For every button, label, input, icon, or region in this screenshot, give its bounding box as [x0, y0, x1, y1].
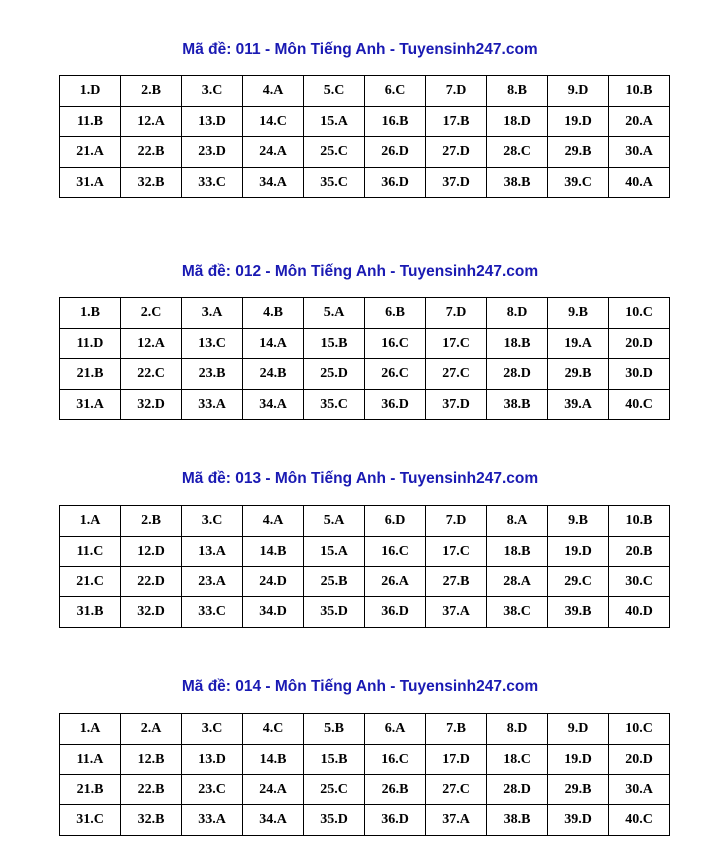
- answer-cell: 5.A: [304, 298, 365, 329]
- answer-cell: 30.A: [609, 137, 670, 168]
- answer-cell: 15.B: [304, 329, 365, 359]
- answer-cell: 28.D: [487, 775, 548, 805]
- table-row: [60, 168, 670, 198]
- table-row: [60, 537, 670, 567]
- answer-cell: 14.A: [243, 329, 304, 359]
- answer-key-section-011: [0, 40, 720, 60]
- answer-cell: 25.D: [304, 359, 365, 390]
- answer-cell: 16.C: [365, 537, 426, 567]
- answer-cell: 9.D: [548, 76, 609, 107]
- answer-cell: 31.C: [60, 805, 121, 836]
- answer-cell: 11.D: [60, 329, 121, 359]
- answer-cell: 28.D: [487, 359, 548, 390]
- answer-cell: 16.C: [365, 745, 426, 775]
- table-row: [60, 298, 670, 329]
- answer-key-section-012: [0, 262, 720, 282]
- table-row: [60, 597, 670, 628]
- answer-cell: 2.A: [121, 714, 182, 745]
- answer-cell: 37.A: [426, 597, 487, 628]
- answer-cell: 24.A: [243, 137, 304, 168]
- answer-cell: 10.B: [609, 506, 670, 537]
- answer-cell: 14.C: [243, 107, 304, 137]
- table-row: [60, 775, 670, 805]
- answer-cell: 23.B: [182, 359, 243, 390]
- answer-cell: 33.A: [182, 390, 243, 420]
- answer-cell: 6.A: [365, 714, 426, 745]
- answer-cell: 40.A: [609, 168, 670, 198]
- answer-cell: 2.B: [121, 76, 182, 107]
- answer-cell: 35.C: [304, 168, 365, 198]
- answer-cell: 17.B: [426, 107, 487, 137]
- answer-cell: 12.A: [121, 107, 182, 137]
- answer-cell: 27.D: [426, 137, 487, 168]
- answer-cell: 38.B: [487, 390, 548, 420]
- answer-cell: 8.D: [487, 298, 548, 329]
- answer-cell: 21.B: [60, 775, 121, 805]
- answer-cell: 36.D: [365, 597, 426, 628]
- answer-cell: 23.C: [182, 775, 243, 805]
- table-row: [60, 390, 670, 420]
- answer-table-011: [59, 75, 670, 198]
- answer-cell: 29.B: [548, 359, 609, 390]
- answer-cell: 18.B: [487, 329, 548, 359]
- answer-key-section-013: [0, 469, 720, 489]
- answer-cell: 25.B: [304, 567, 365, 597]
- answer-cell: 25.C: [304, 137, 365, 168]
- answer-cell: 23.D: [182, 137, 243, 168]
- answer-cell: 24.A: [243, 775, 304, 805]
- section-title: Mã đề: 011 - Môn Tiếng Anh - Tuyensinh247.com: [182, 41, 538, 58]
- answer-cell: 16.C: [365, 329, 426, 359]
- answer-cell: 24.D: [243, 567, 304, 597]
- table-row: [60, 359, 670, 390]
- answer-cell: 7.D: [426, 76, 487, 107]
- answer-cell: 29.B: [548, 775, 609, 805]
- answer-cell: 9.D: [548, 714, 609, 745]
- answer-cell: 12.D: [121, 537, 182, 567]
- answer-cell: 19.D: [548, 745, 609, 775]
- answer-cell: 3.C: [182, 76, 243, 107]
- answer-cell: 10.C: [609, 714, 670, 745]
- answer-cell: 9.B: [548, 506, 609, 537]
- table-row: [60, 107, 670, 137]
- answer-cell: 38.B: [487, 168, 548, 198]
- answer-cell: 26.D: [365, 137, 426, 168]
- table-row: [60, 805, 670, 836]
- answer-cell: 1.B: [60, 298, 121, 329]
- answer-cell: 29.B: [548, 137, 609, 168]
- answer-cell: 2.C: [121, 298, 182, 329]
- answer-cell: 38.C: [487, 597, 548, 628]
- answer-cell: 35.D: [304, 597, 365, 628]
- answer-cell: 26.B: [365, 775, 426, 805]
- answer-cell: 21.B: [60, 359, 121, 390]
- answer-cell: 34.A: [243, 390, 304, 420]
- answer-cell: 35.C: [304, 390, 365, 420]
- table-row: [60, 76, 670, 107]
- answer-cell: 15.A: [304, 107, 365, 137]
- answer-cell: 14.B: [243, 537, 304, 567]
- answer-cell: 22.D: [121, 567, 182, 597]
- answer-cell: 32.D: [121, 390, 182, 420]
- answer-cell: 32.B: [121, 805, 182, 836]
- answer-cell: 34.D: [243, 597, 304, 628]
- answer-cell: 40.C: [609, 805, 670, 836]
- answer-cell: 20.D: [609, 745, 670, 775]
- answer-cell: 27.B: [426, 567, 487, 597]
- answer-cell: 1.D: [60, 76, 121, 107]
- answer-cell: 18.B: [487, 537, 548, 567]
- answer-cell: 15.B: [304, 745, 365, 775]
- section-title: Mã đề: 014 - Môn Tiếng Anh - Tuyensinh247.com: [181, 678, 539, 695]
- answer-table-013: [59, 505, 670, 628]
- answer-cell: 17.C: [426, 537, 487, 567]
- answer-cell: 33.C: [182, 168, 243, 198]
- answer-cell: 11.C: [60, 537, 121, 567]
- table-row: [60, 567, 670, 597]
- answer-cell: 10.C: [609, 298, 670, 329]
- answer-cell: 31.A: [60, 168, 121, 198]
- answer-cell: 11.A: [60, 745, 121, 775]
- answer-key-section-014: [0, 677, 720, 697]
- answer-cell: 3.A: [182, 298, 243, 329]
- answer-cell: 1.A: [60, 506, 121, 537]
- answer-cell: 5.C: [304, 76, 365, 107]
- answer-cell: 16.B: [365, 107, 426, 137]
- answer-cell: 6.C: [365, 76, 426, 107]
- answer-cell: 37.D: [426, 390, 487, 420]
- table-row: [60, 506, 670, 537]
- answer-cell: 25.C: [304, 775, 365, 805]
- answer-cell: 19.D: [548, 107, 609, 137]
- answer-cell: 30.D: [609, 359, 670, 390]
- answer-cell: 7.B: [426, 714, 487, 745]
- answer-cell: 36.D: [365, 390, 426, 420]
- answer-cell: 13.A: [182, 537, 243, 567]
- answer-cell: 39.A: [548, 390, 609, 420]
- answer-cell: 32.D: [121, 597, 182, 628]
- answer-cell: 38.B: [487, 805, 548, 836]
- answer-cell: 32.B: [121, 168, 182, 198]
- answer-cell: 26.C: [365, 359, 426, 390]
- answer-table-012: [59, 297, 670, 420]
- answer-cell: 5.B: [304, 714, 365, 745]
- answer-cell: 34.A: [243, 805, 304, 836]
- answer-cell: 4.A: [243, 76, 304, 107]
- answer-cell: 6.D: [365, 506, 426, 537]
- answer-cell: 26.A: [365, 567, 426, 597]
- answer-cell: 31.A: [60, 390, 121, 420]
- answer-cell: 24.B: [243, 359, 304, 390]
- answer-cell: 39.C: [548, 168, 609, 198]
- answer-cell: 37.D: [426, 168, 487, 198]
- table-row: [60, 714, 670, 745]
- answer-cell: 22.B: [121, 775, 182, 805]
- answer-table-014: [59, 713, 670, 836]
- answer-cell: 30.A: [609, 775, 670, 805]
- answer-cell: 9.B: [548, 298, 609, 329]
- answer-cell: 5.A: [304, 506, 365, 537]
- answer-cell: 28.A: [487, 567, 548, 597]
- answer-cell: 40.C: [609, 390, 670, 420]
- answer-cell: 8.D: [487, 714, 548, 745]
- answer-cell: 13.D: [182, 107, 243, 137]
- answer-cell: 4.C: [243, 714, 304, 745]
- answer-cell: 39.D: [548, 805, 609, 836]
- answer-cell: 13.D: [182, 745, 243, 775]
- answer-cell: 17.D: [426, 745, 487, 775]
- answer-cell: 36.D: [365, 805, 426, 836]
- answer-cell: 7.D: [426, 506, 487, 537]
- answer-cell: 4.B: [243, 298, 304, 329]
- section-title: Mã đề: 012 - Môn Tiếng Anh - Tuyensinh247.com: [181, 263, 539, 280]
- section-title: Mã đề: 013 - Môn Tiếng Anh - Tuyensinh247.com: [181, 470, 539, 487]
- answer-cell: 22.C: [121, 359, 182, 390]
- answer-cell: 20.D: [609, 329, 670, 359]
- answer-cell: 1.A: [60, 714, 121, 745]
- answer-cell: 30.C: [609, 567, 670, 597]
- table-row: [60, 137, 670, 168]
- answer-cell: 29.C: [548, 567, 609, 597]
- answer-cell: 28.C: [487, 137, 548, 168]
- answer-cell: 22.B: [121, 137, 182, 168]
- table-row: [60, 745, 670, 775]
- answer-cell: 14.B: [243, 745, 304, 775]
- answer-cell: 20.A: [609, 107, 670, 137]
- answer-cell: 18.D: [487, 107, 548, 137]
- answer-cell: 8.A: [487, 506, 548, 537]
- answer-cell: 13.C: [182, 329, 243, 359]
- answer-cell: 40.D: [609, 597, 670, 628]
- answer-cell: 8.B: [487, 76, 548, 107]
- answer-cell: 7.D: [426, 298, 487, 329]
- answer-cell: 19.D: [548, 537, 609, 567]
- answer-cell: 34.A: [243, 168, 304, 198]
- answer-cell: 20.B: [609, 537, 670, 567]
- answer-cell: 17.C: [426, 329, 487, 359]
- answer-cell: 19.A: [548, 329, 609, 359]
- answer-cell: 12.A: [121, 329, 182, 359]
- answer-cell: 10.B: [609, 76, 670, 107]
- answer-cell: 31.B: [60, 597, 121, 628]
- answer-cell: 33.C: [182, 597, 243, 628]
- answer-cell: 35.D: [304, 805, 365, 836]
- answer-cell: 4.A: [243, 506, 304, 537]
- answer-cell: 2.B: [121, 506, 182, 537]
- answer-cell: 27.C: [426, 359, 487, 390]
- answer-cell: 3.C: [182, 506, 243, 537]
- answer-cell: 33.A: [182, 805, 243, 836]
- answer-cell: 21.A: [60, 137, 121, 168]
- answer-cell: 18.C: [487, 745, 548, 775]
- answer-cell: 36.D: [365, 168, 426, 198]
- answer-cell: 12.B: [121, 745, 182, 775]
- table-row: [60, 329, 670, 359]
- answer-cell: 6.B: [365, 298, 426, 329]
- answer-cell: 3.C: [182, 714, 243, 745]
- answer-cell: 23.A: [182, 567, 243, 597]
- answer-cell: 15.A: [304, 537, 365, 567]
- answer-cell: 11.B: [60, 107, 121, 137]
- answer-cell: 37.A: [426, 805, 487, 836]
- answer-cell: 27.C: [426, 775, 487, 805]
- answer-cell: 21.C: [60, 567, 121, 597]
- answer-cell: 39.B: [548, 597, 609, 628]
